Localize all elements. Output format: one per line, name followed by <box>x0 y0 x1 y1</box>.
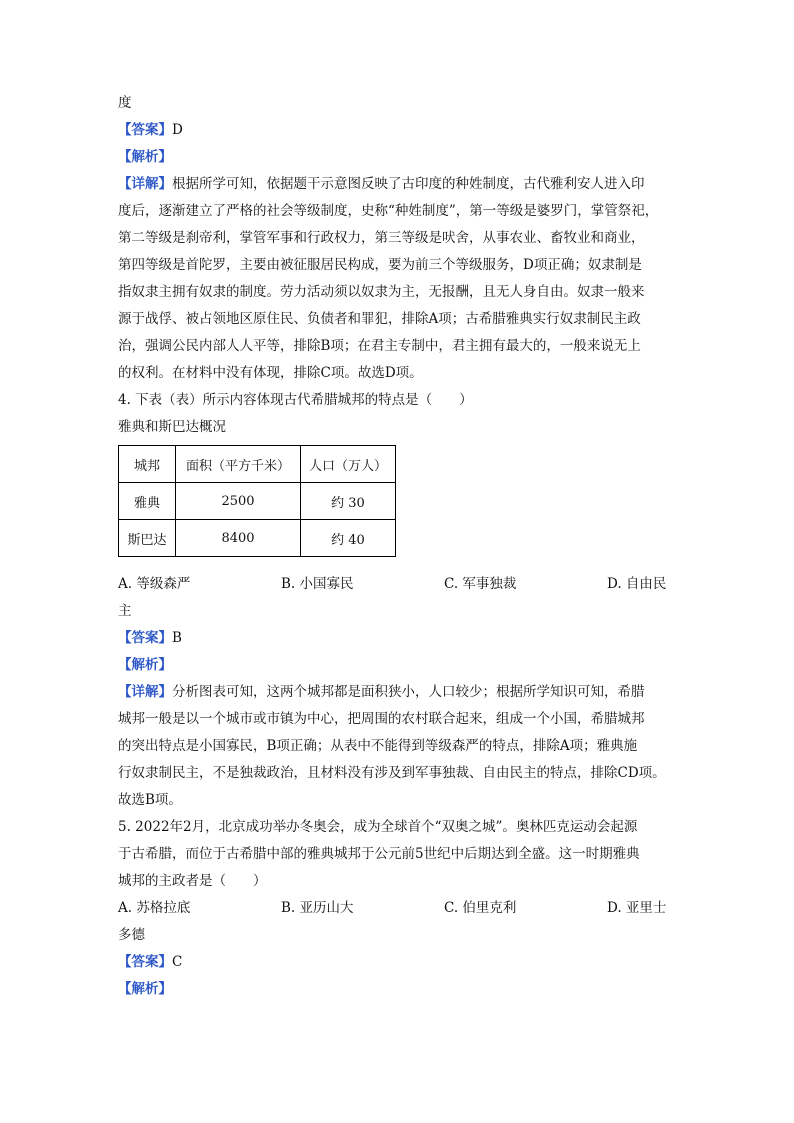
table-header: 面积（平方千米） <box>176 446 301 483</box>
q4-option-wrap: 主 <box>118 603 132 619</box>
q3-tail: 度 <box>118 95 132 111</box>
q4-stem: 4. 下表（表）所示内容体现古代希腊城邦的特点是（ ） <box>118 392 473 408</box>
q5-analysis <box>118 976 678 1003</box>
option-d: D. 自由民 <box>607 576 667 592</box>
analysis-label: 【解析】 <box>118 981 172 997</box>
q5-stem-line: 城邦的主政者是（ ） <box>118 873 267 889</box>
table-title: 雅典和斯巴达概况 <box>118 419 226 435</box>
option-b: B. 亚历山大 <box>281 900 354 916</box>
q3-detail-line: 指奴隶主拥有奴隶的制度。劳力活动须以奴隶为主，无报酬，且无人身自由。奴隶一般来 <box>118 284 645 300</box>
q3-detail-line: 第二等级是刹帝利，掌管军事和行政权力，第三等级是吠舍，从事农业、畜牧业和商业， <box>118 230 645 246</box>
q4-detail-line: 的突出特点是小国寡民，B项正确；从表中不能得到等级森严的特点，排除A项；雅典施 <box>118 738 638 754</box>
document-page <box>118 90 678 1003</box>
q3-detail-line: 源于战俘、被占领地区原住民、负债者和罪犯，排除A项；古希腊雅典实行奴隶制民主政 <box>118 311 641 327</box>
answer-label: 【答案】 <box>118 954 172 970</box>
option-a: A. 等级森严 <box>118 576 191 592</box>
answer-label: 【答案】 <box>118 122 172 138</box>
q5-stem-line: 于古希腊，而位于古希腊中部的雅典城邦于公元前5世纪中后期达到全盛。这一时期雅典 <box>118 846 640 862</box>
q3-detail-line: 治，强调公民内部人人平等，排除B项；在君主专制中，君主拥有最大的，一般来说无上 <box>118 338 641 354</box>
answer-value: B <box>172 630 182 646</box>
detail-label: 【详解】 <box>118 684 172 700</box>
detail-label: 【详解】 <box>118 176 172 192</box>
table-header: 人口（万人） <box>301 446 396 483</box>
option-c: C. 军事独裁 <box>444 576 517 592</box>
q3-detail-line: 第四等级是首陀罗，主要由被征服居民构成，要为前三个等级服务，D项正确；奴隶制是 <box>118 257 642 273</box>
q3-detail-line: 的权利。在材料中没有体现，排除C项。故选D项。 <box>118 365 423 381</box>
q3-detail-line: 【详解】根据所学可知，依据题干示意图反映了古印度的种姓制度，古代雅利安人进入印 <box>118 176 645 192</box>
table-header: 城邦 <box>119 446 176 483</box>
analysis-label: 【解析】 <box>118 149 172 165</box>
q5-options <box>118 895 678 922</box>
q4-analysis <box>118 652 678 679</box>
q5-stem-line: 5. 2022年2月，北京成功举办冬奥会，成为全球首个“双奥之城”。奥林匹克运动会起源 <box>118 819 638 835</box>
q3-answer <box>118 117 678 144</box>
q4-detail-line: 【详解】分析图表可知，这两个城邦都是面积狭小，人口较少；根据所学知识可知，希腊 <box>118 684 645 700</box>
table-cell: 约 40 <box>301 520 396 557</box>
q4-options <box>118 571 678 598</box>
table-row <box>119 520 396 557</box>
option-a: A. 苏格拉底 <box>118 900 191 916</box>
city-state-table <box>118 445 396 557</box>
table-header-row <box>119 446 396 483</box>
q4-answer <box>118 625 678 652</box>
table-row <box>119 483 396 520</box>
q4-detail-line: 城邦一般是以一个城市或市镇为中心，把周围的农村联合起来，组成一个小国，希腊城邦 <box>118 711 645 727</box>
option-d: D. 亚里士 <box>607 900 667 916</box>
table-cell: 8400 <box>176 520 301 557</box>
q3-analysis <box>118 144 678 171</box>
option-c: C. 伯里克利 <box>444 900 517 916</box>
q4-detail-line: 故选B项。 <box>118 792 182 808</box>
analysis-label: 【解析】 <box>118 657 172 673</box>
table-cell: 约 30 <box>301 483 396 520</box>
answer-label: 【答案】 <box>118 630 172 646</box>
q5-answer <box>118 949 678 976</box>
q5-option-wrap: 多德 <box>118 927 145 943</box>
table-cell: 2500 <box>176 483 301 520</box>
answer-value: C <box>172 954 183 970</box>
q4-detail-line: 行奴隶制民主，不是独裁政治，且材料没有涉及到军事独裁、自由民主的特点，排除CD项。 <box>118 765 666 781</box>
table-cell: 雅典 <box>119 483 176 520</box>
option-b: B. 小国寡民 <box>281 576 354 592</box>
answer-value: D <box>172 122 183 138</box>
table-cell: 斯巴达 <box>119 520 176 557</box>
q3-detail-line: 度后，逐渐建立了严格的社会等级制度，史称“种姓制度”，第一等级是婆罗门，掌管祭祀， <box>118 203 659 219</box>
